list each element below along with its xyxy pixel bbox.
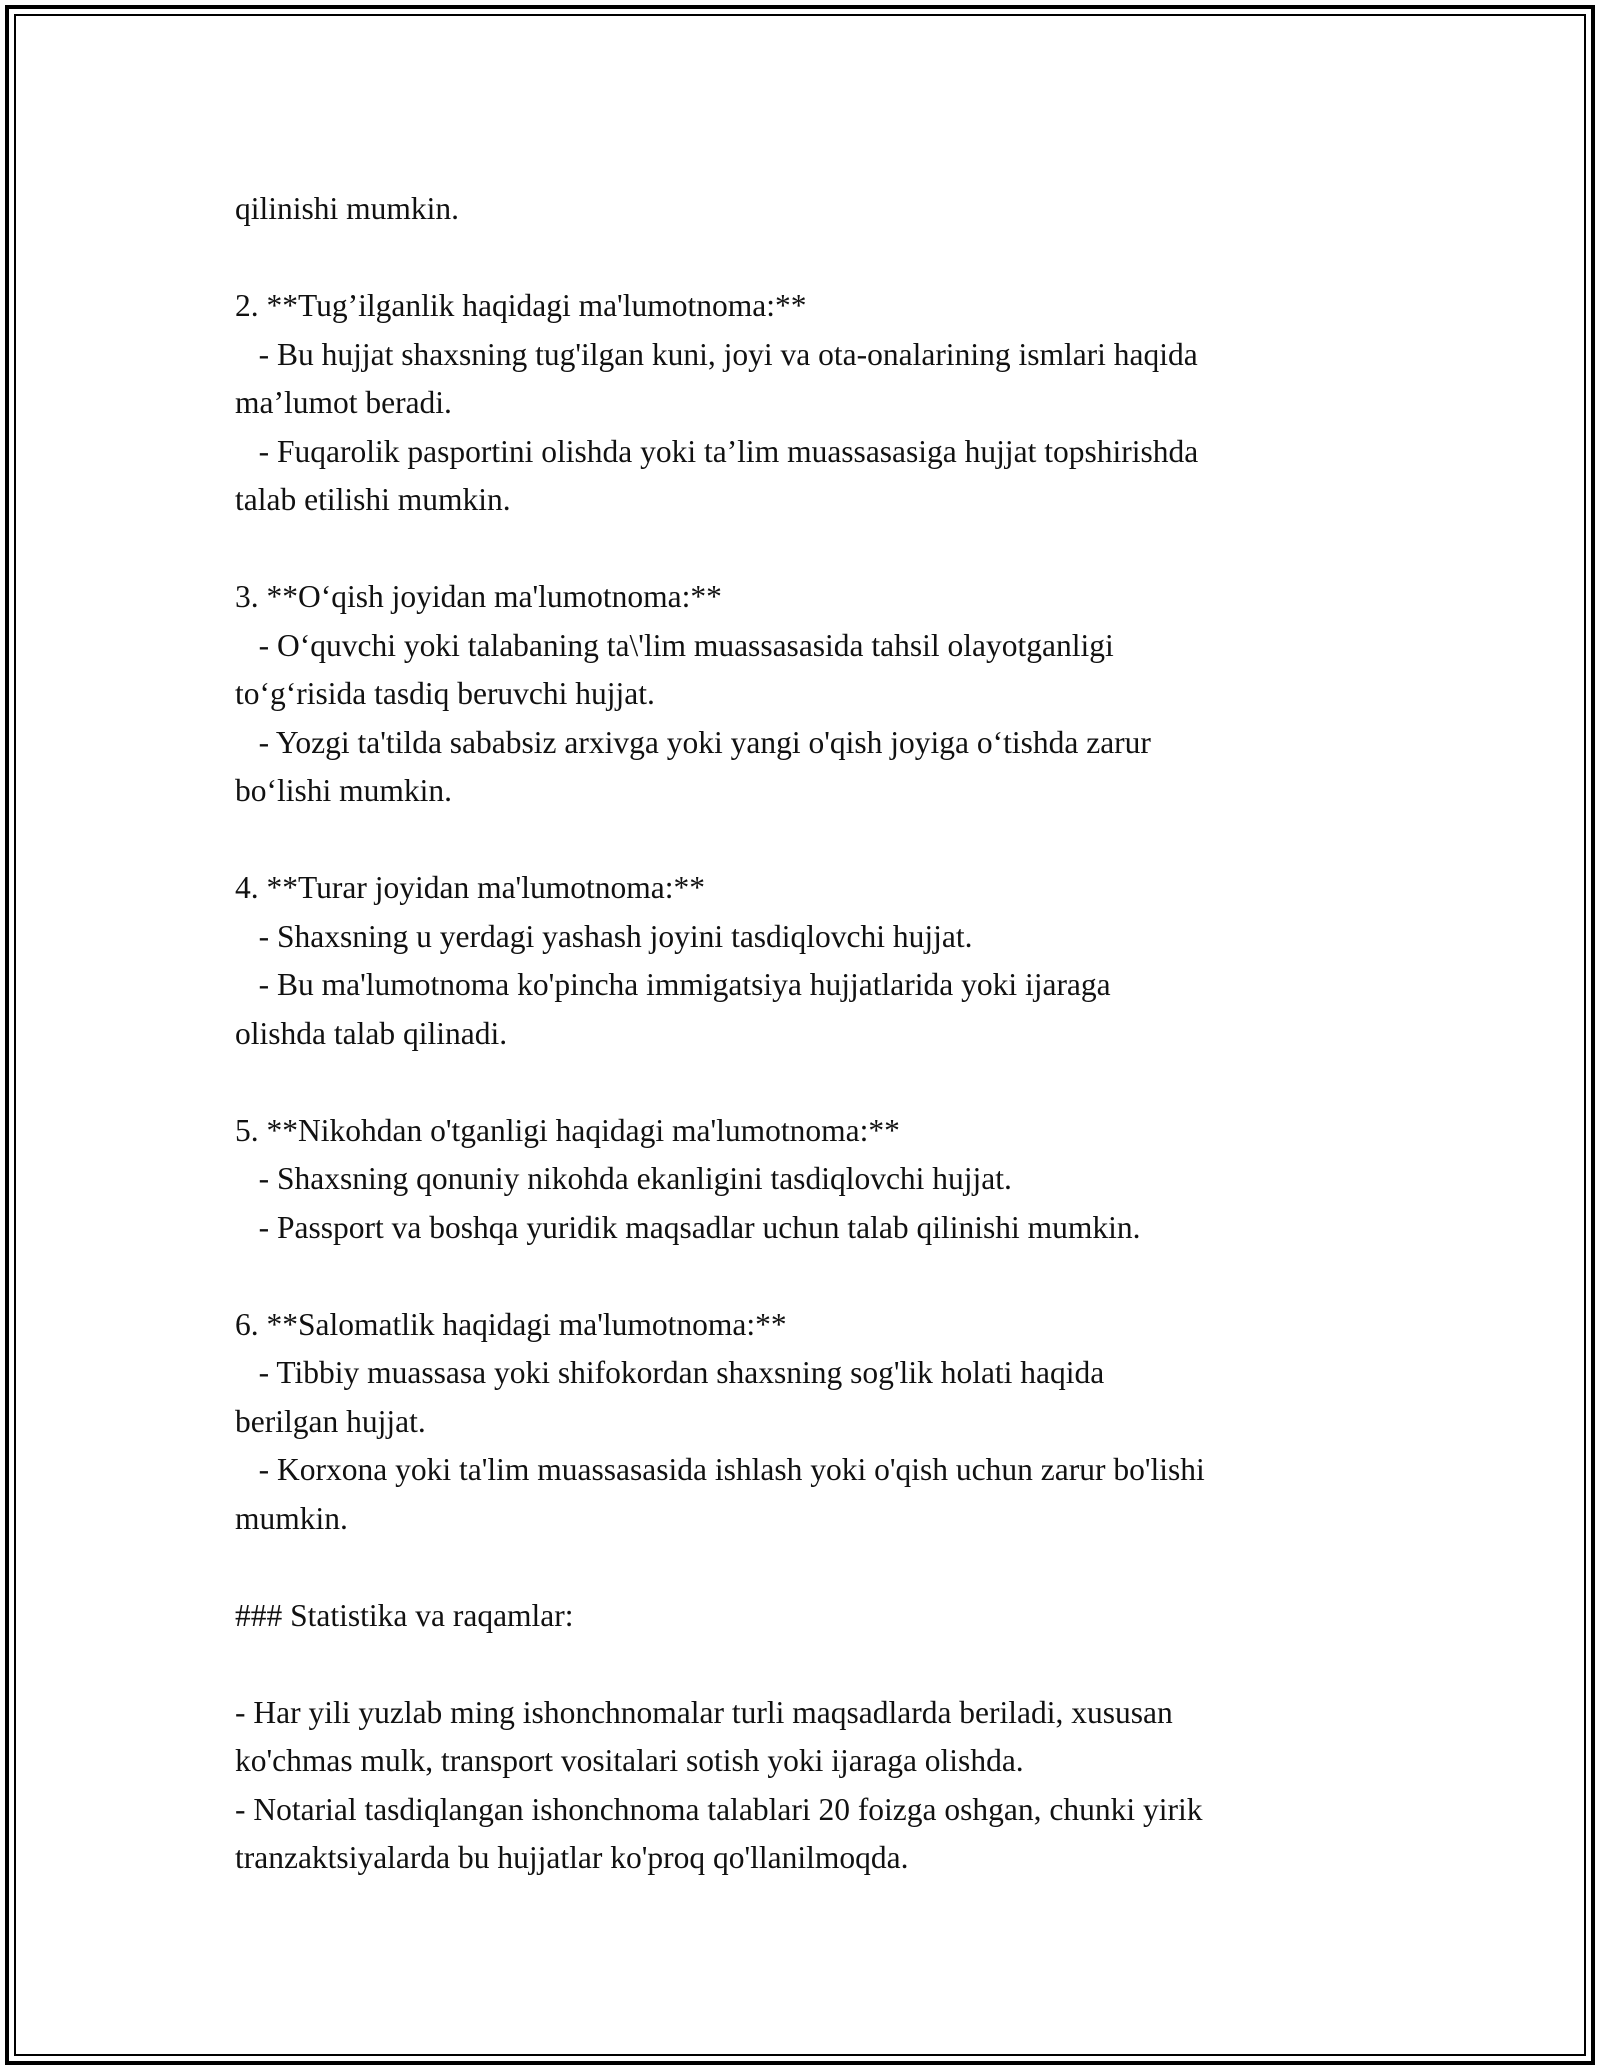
text-line: - Fuqarolik pasportini olishda yoki ta’lim muassasasiga hujjat topshirishda — [235, 433, 1199, 469]
blank-line — [235, 525, 1370, 574]
text-line: to‘g‘risida tasdiq beruvchi hujjat. — [235, 676, 655, 711]
text-line: qilinishi mumkin. — [235, 191, 460, 226]
blank-line — [235, 816, 1370, 865]
text-line: - Har yili yuzlab ming ishonchnomalar turli maqsadlarda beriladi, xususan — [235, 1694, 1173, 1730]
text-line: - Notarial tasdiqlangan ishonchnoma talablari 20 foizga oshgan, chunki yirik — [235, 1791, 1203, 1827]
text-line: - Bu hujjat shaxsning tug'ilgan kuni, joyi va ota-onalarining ismlari haqida — [235, 336, 1198, 372]
text-line: - Shaxsning qonuniy nikohda ekanligini tasdiqlovchi hujjat. — [235, 1161, 1012, 1196]
text-line: talab etilishi mumkin. — [235, 482, 511, 517]
text-line: bo‘lishi mumkin. — [235, 773, 453, 808]
text-line: - Passport va boshqa yuridik maqsadlar uchun talab qilinishi mumkin. — [235, 1209, 1141, 1245]
text-line: ko'chmas mulk, transport vositalari sotish yoki ijaraga olishda. — [235, 1743, 1024, 1778]
text-line: 4. **Turar joyidan ma'lumotnoma:** — [235, 870, 705, 905]
blank-line — [235, 234, 1370, 283]
blank-line — [235, 1543, 1370, 1592]
blank-line — [235, 1058, 1370, 1107]
document-body — [235, 185, 1370, 1883]
text-line: - O‘quvchi yoki talabaning ta\'lim muassasasida tahsil olayotganligi — [235, 627, 1114, 663]
text-line: - Korxona yoki ta'lim muassasasida ishlash yoki o'qish uchun zarur bo'lishi — [235, 1452, 1205, 1487]
text-line: berilgan hujjat. — [235, 1403, 426, 1439]
blank-line — [235, 1252, 1370, 1301]
text-line: - Bu ma'lumotnoma ko'pincha immigatsiya hujjatlarida yoki ijaraga — [235, 967, 1111, 1002]
text-line: olishda talab qilinadi. — [235, 1015, 508, 1051]
blank-line — [235, 1640, 1370, 1689]
text-line: ### Statistika va raqamlar: — [235, 1597, 574, 1633]
text-line: 3. **O‘qish joyidan ma'lumotnoma:** — [235, 579, 722, 614]
text-line: - Yozgi ta'tilda sababsiz arxivga yoki yangi o'qish joyiga o‘tishda zarur — [235, 724, 1151, 760]
text-line: - Tibbiy muassasa yoki shifokordan shaxsning sog'lik holati haqida — [235, 1355, 1105, 1390]
text-line: - Shaxsning u yerdagi yashash joyini tasdiqlovchi hujjat. — [235, 918, 973, 954]
text-line: ma’lumot beradi. — [235, 385, 452, 420]
text-line: tranzaktsiyalarda bu hujjatlar ko'proq qo'llanilmoqda. — [235, 1840, 909, 1875]
text-line: 6. **Salomatlik haqidagi ma'lumotnoma:** — [235, 1306, 787, 1342]
text-line: mumkin. — [235, 1500, 348, 1536]
text-line: 5. **Nikohdan o'tganligi haqidagi ma'lumotnoma:** — [235, 1112, 900, 1148]
text-line: 2. **Tug’ilganlik haqidagi ma'lumotnoma:** — [235, 288, 807, 323]
